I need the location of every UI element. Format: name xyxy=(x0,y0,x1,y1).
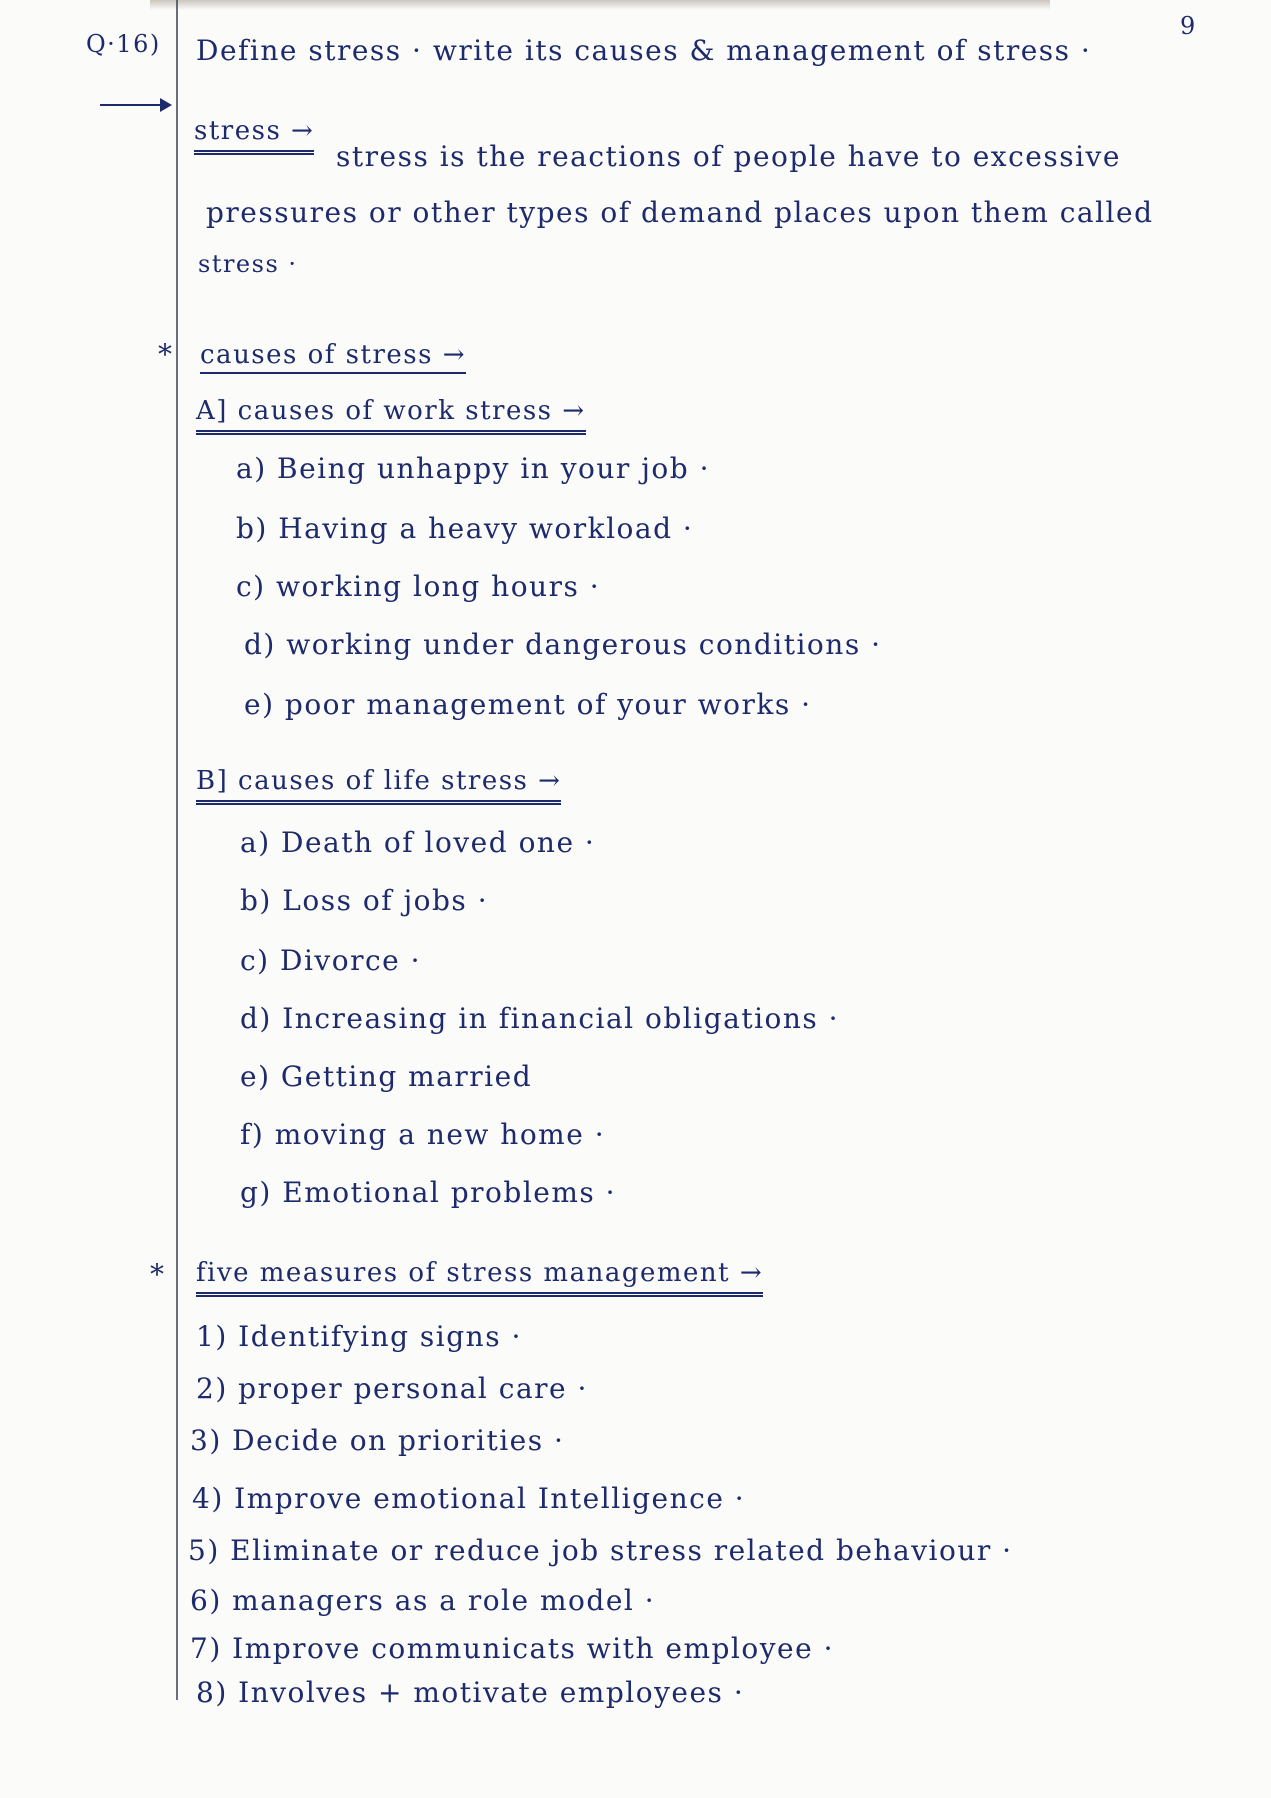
definition-heading: stress → xyxy=(194,116,314,155)
arrow-icon xyxy=(160,98,172,112)
definition-line-1: stress is the reactions of people have to excessive xyxy=(336,140,1121,173)
work-item-a: a) Being unhappy in your job · xyxy=(236,452,710,485)
management-item-4: 4) Improve emotional Intelligence · xyxy=(192,1482,746,1515)
management-item-8: 8) Involves + motivate employees · xyxy=(196,1676,745,1709)
arrow-line xyxy=(100,104,166,106)
star-bullet-icon: * xyxy=(150,1258,166,1291)
life-item-b: b) Loss of jobs · xyxy=(240,884,489,917)
management-item-2: 2) proper personal care · xyxy=(196,1372,588,1405)
definition-line-2: pressures or other types of demand places upon them called xyxy=(206,196,1154,229)
life-stress-heading: B] causes of life stress → xyxy=(196,766,561,805)
management-item-5: 5) Eliminate or reduce job stress related behaviour · xyxy=(188,1534,1013,1567)
management-item-3: 3) Decide on priorities · xyxy=(190,1424,565,1457)
work-item-d: d) working under dangerous conditions · xyxy=(244,628,882,661)
star-bullet-icon: * xyxy=(158,338,174,371)
life-item-c: c) Divorce · xyxy=(240,944,422,977)
work-stress-heading: A] causes of work stress → xyxy=(196,396,586,435)
life-item-d: d) Increasing in financial obligations · xyxy=(240,1002,840,1035)
management-item-7: 7) Improve communicats with employee · xyxy=(190,1632,834,1665)
question-text: Define stress · write its causes & management of stress · xyxy=(196,34,1092,67)
management-item-1: 1) Identifying signs · xyxy=(196,1320,522,1353)
work-item-b: b) Having a heavy workload · xyxy=(236,512,694,545)
definition-line-3: stress · xyxy=(198,250,298,278)
life-item-a: a) Death of loved one · xyxy=(240,826,596,859)
management-heading: five measures of stress management → xyxy=(196,1258,763,1297)
page-top-edge xyxy=(150,0,1050,10)
work-item-c: c) working long hours · xyxy=(236,570,601,603)
page-number: 9 xyxy=(1180,12,1196,40)
question-number: Q·16) xyxy=(86,30,161,58)
margin-line xyxy=(176,0,178,1700)
work-item-e: e) poor management of your works · xyxy=(244,688,812,721)
management-item-6: 6) managers as a role model · xyxy=(190,1584,656,1617)
life-item-g: g) Emotional problems · xyxy=(240,1176,617,1209)
life-item-e: e) Getting married xyxy=(240,1060,533,1093)
life-item-f: f) moving a new home · xyxy=(240,1118,606,1151)
causes-heading: causes of stress → xyxy=(200,340,466,374)
